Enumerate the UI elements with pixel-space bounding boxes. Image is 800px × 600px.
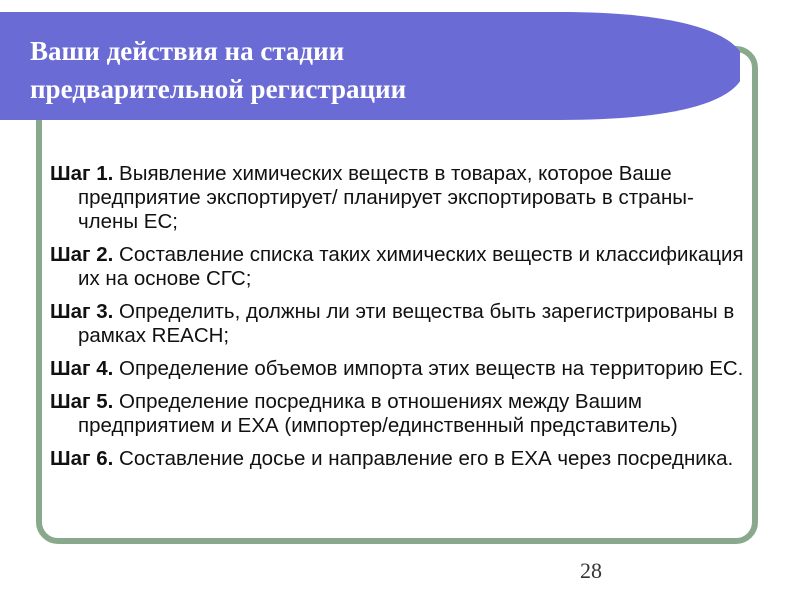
step-label: Шаг 5. [50,390,114,413]
step-label: Шаг 3. [50,300,114,323]
step-label: Шаг 2. [50,243,114,266]
step-text: Определение посредника в отношениях между Вашим предприятием и ЕХА (импортер/единственный представитель) [78,390,678,437]
slide-title [30,32,590,108]
step-label: Шаг 1. [50,162,114,185]
title-band [0,10,740,130]
title-line-1: Ваши действия на стадии [30,36,345,66]
steps-list [50,162,750,480]
step-text: Определение объемов импорта этих веществ на территорию ЕС. [113,357,744,380]
step-item [50,357,750,381]
step-item [50,390,750,438]
page-number: 28 [580,558,602,583]
step-item [50,447,750,471]
step-text: Составление списка таких химических веществ и классификация их на основе СГС; [78,243,744,290]
step-text: Составление досье и направление его в ЕХА через посредника. [113,447,734,470]
step-text: Выявление химических веществ в товарах, которое Ваше предприятие экспортирует/ планирует экспортировать в страны-члены ЕС; [78,162,694,233]
step-label: Шаг 4. [50,357,114,380]
step-label: Шаг 6. [50,447,114,470]
step-item [50,162,750,234]
step-item [50,300,750,348]
title-line-2: предварительной регистрации [30,74,407,104]
step-text: Определить, должны ли эти вещества быть зарегистрированы в рамках REACH; [78,300,735,347]
step-item [50,243,750,291]
